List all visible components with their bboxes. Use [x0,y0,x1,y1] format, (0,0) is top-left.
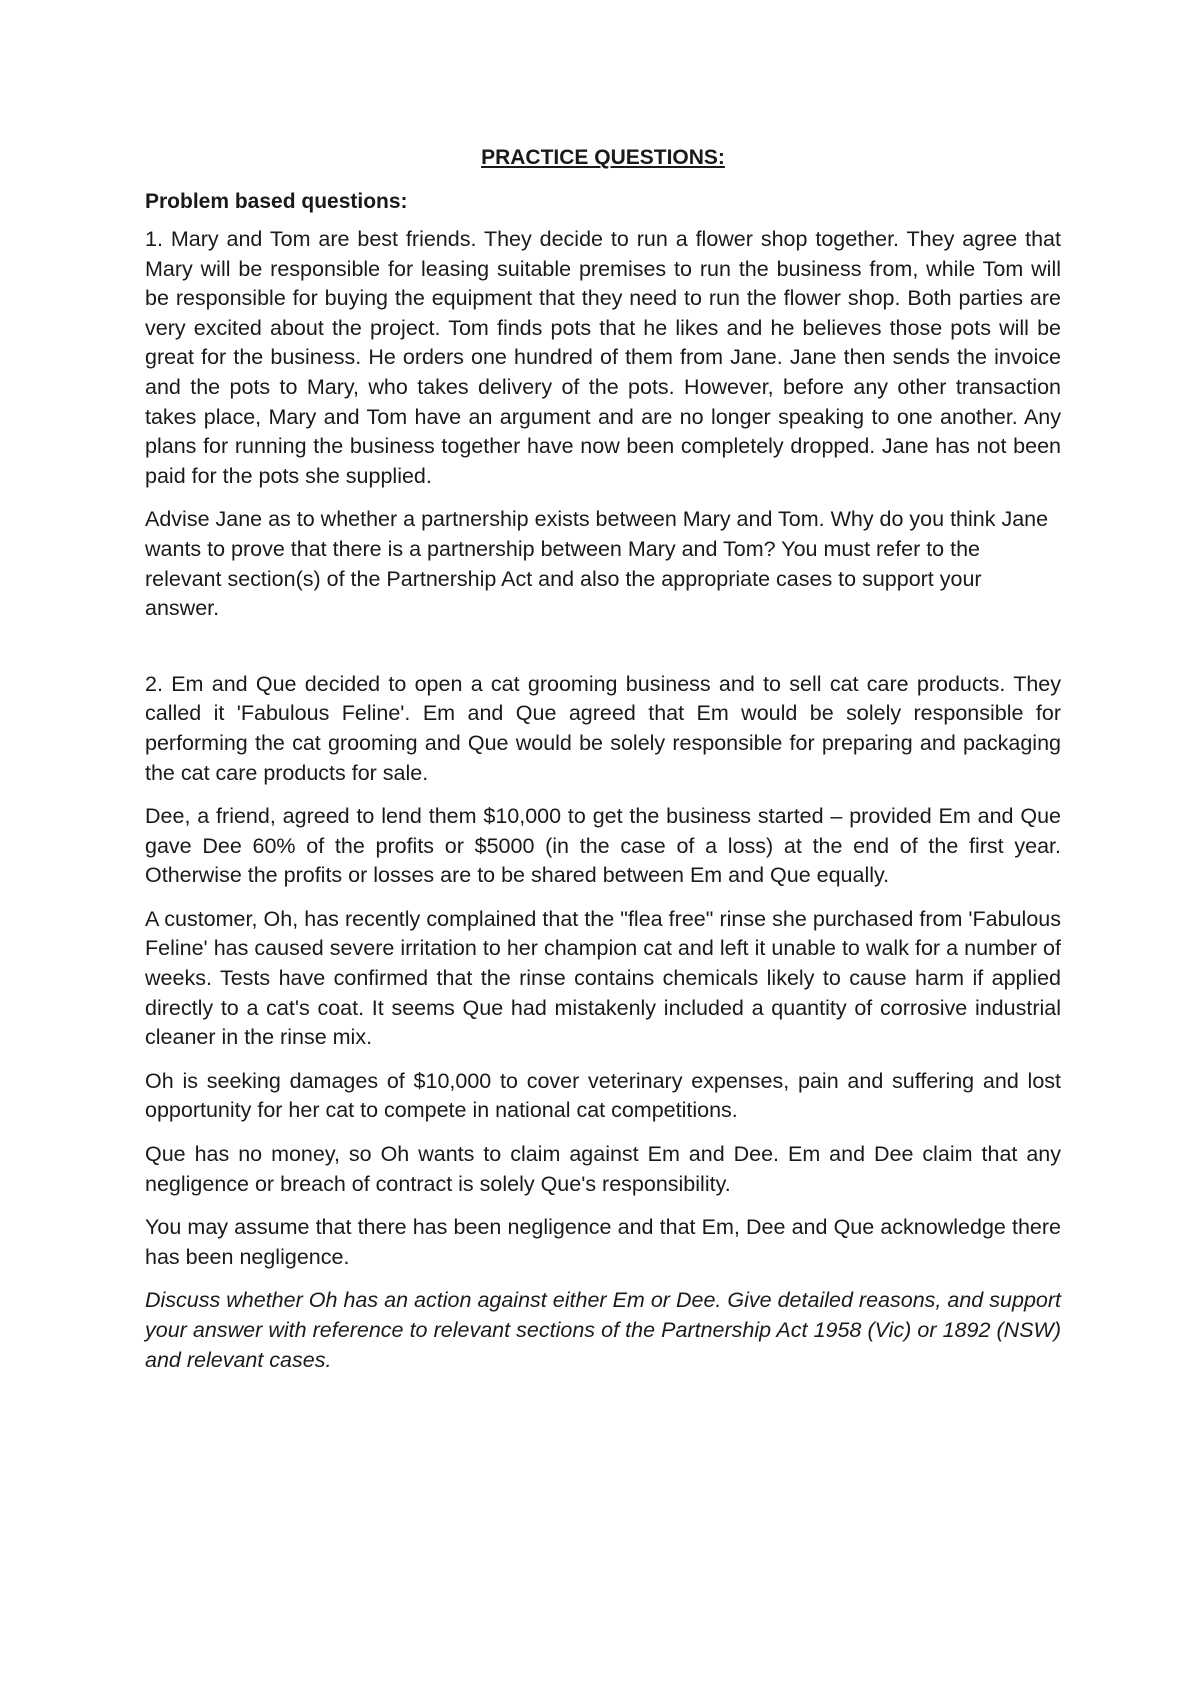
question-2-loan-paragraph: Dee, a friend, agreed to lend them $10,000 to get the business started – provided Em and Que gave Dee 60% of the profits or $5000 (in the case of a loss) at the end of the first year. Otherwise the profits or losses are to be shared between Em and Que equally. [145,804,1061,888]
question-1-scenario: 1. Mary and Tom are best friends. They decide to run a flower shop together. They agree that Mary will be responsible for leasing suitable premises to run the business from, while Tom will be responsible for buying the equipment that they need to run the flower shop. Both parties are very excited about the project. Tom finds pots that he likes and he believes those pots will be great for the business. He orders one hundred of them from Jane. Jane then sends the invoice and the pots to Mary, who takes delivery of the pots. However, before any other transaction takes place, Mary and Tom have an argument and are no longer speaking to one another. Any plans for running the business together have now been completely dropped. Jane has not been paid for the pots she supplied. [145,227,1061,488]
question-1-task: Advise Jane as to whether a partnership exists between Mary and Tom. Why do you think Jane wants to prove that there is a partnership between Mary and Tom? You must refer to the relevant section(s) of the Partnership Act and also the appropriate cases to support your [145,507,1049,591]
question-2-claim-paragraph: Que has no money, so Oh wants to claim against Em and Dee. Em and Dee claim that any negligence or breach of contract is solely Que's responsibility. [145,1142,1061,1196]
section-heading: Problem based questions: [145,190,408,213]
question-2-scenario: 2. Em and Que decided to open a cat grooming business and to sell cat care products. They called it 'Fabulous Feline'. Em and Que agreed that Em would be solely responsible for performing the cat grooming and Que would be solely responsible for preparing and packaging the cat care products for sale. [145,671,1061,785]
page-title: PRACTICE QUESTIONS: [481,146,725,169]
question-1-task-tail: answer. [145,596,220,621]
question-2-complaint-paragraph: A customer, Oh, has recently complained that the "flea free" rinse she purchased from 'Fabulous Feline' has caused severe irritation to her champion cat and left it unable to walk for a number of weeks. Tests have confirmed that the rinse contains chemicals likely to cause harm if applied directly to a cat's coat. It seems Que had mistakenly included a quantity of corrosive industrial cleaner in the rinse mix. [145,906,1061,1050]
question-2-assumption-paragraph: You may assume that there has been negligence and that Em, Dee and Que acknowledge there has been negligence. [145,1215,1061,1269]
question-2-task: Discuss whether Oh has an action against either Em or Dee. Give detailed reasons, and support your answer with reference to relevant sections of the Partnership Act 1958 (Vic) or 1892 (NSW) and relevant cases. [145,1288,1061,1372]
document-page [145,143,1061,1389]
question-2-damages-paragraph: Oh is seeking damages of $10,000 to cover veterinary expenses, pain and suffering and lost opportunity for her cat to compete in national cat competitions. [145,1068,1061,1123]
